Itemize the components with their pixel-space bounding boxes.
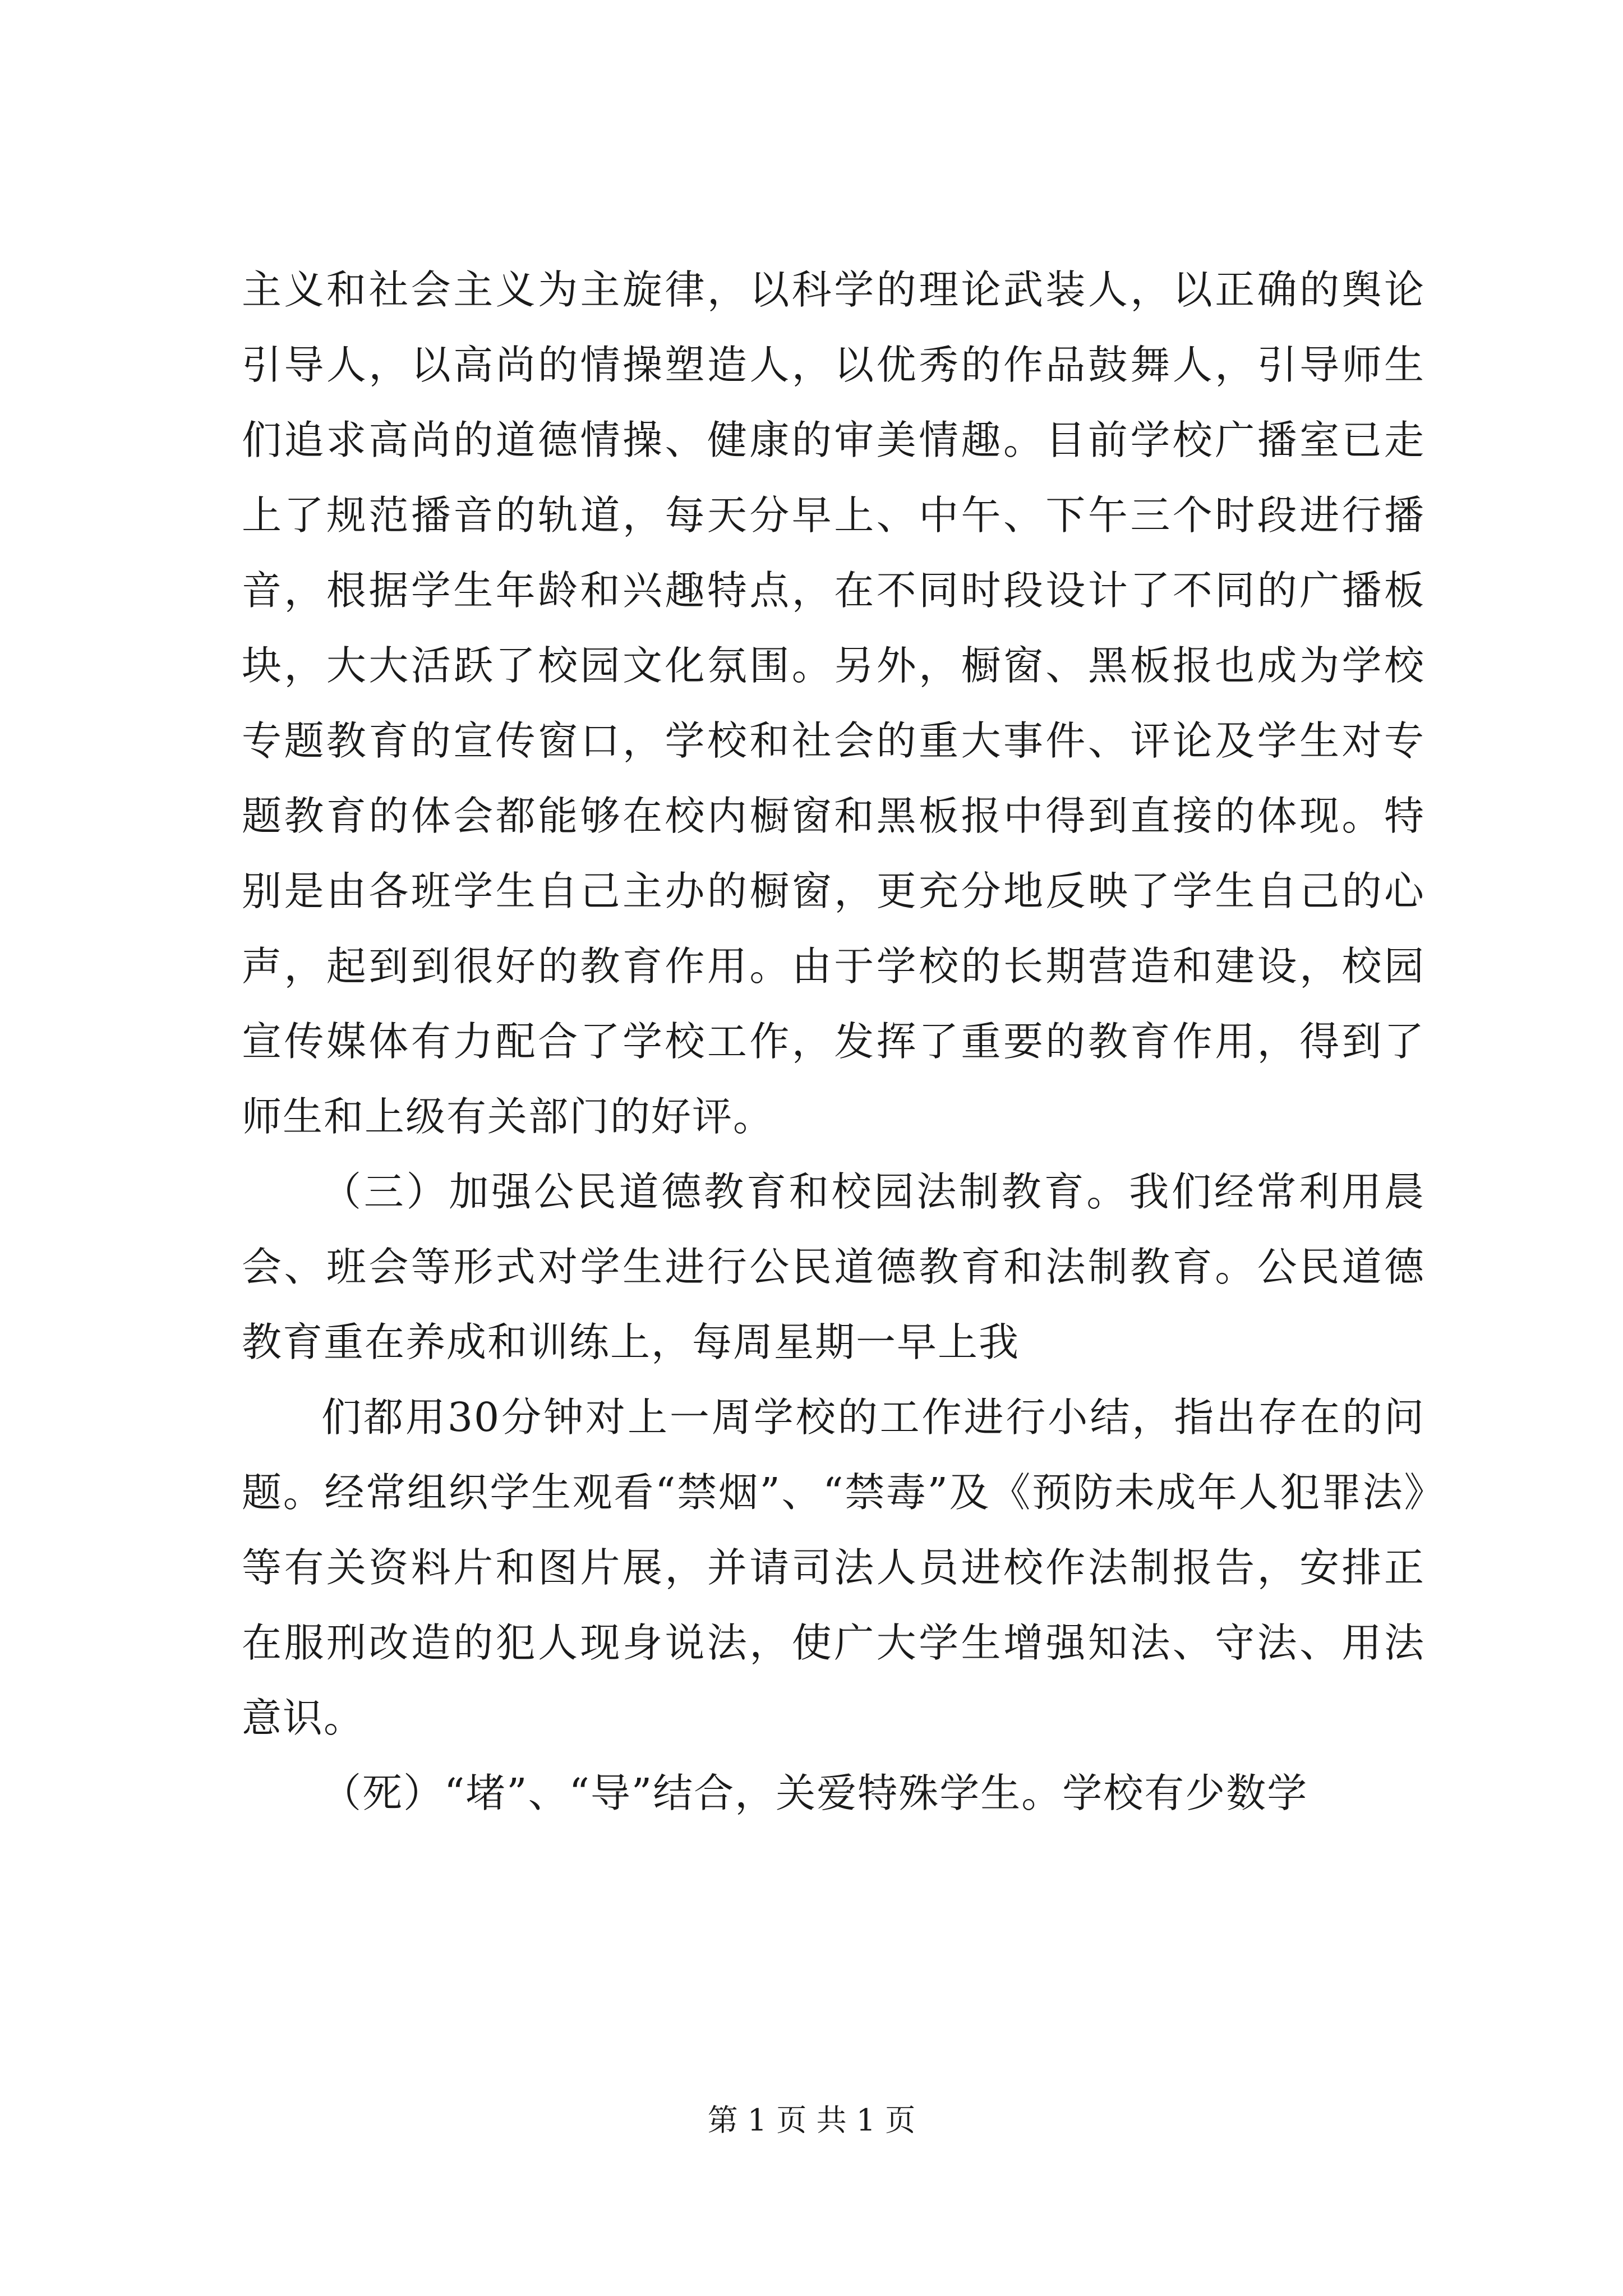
page-footer: 第 1 页 共 1 页 — [707, 2102, 916, 2138]
paragraph-special-students: （死）“堵”、“导”结合，关爱特殊学生。学校有少数学 — [321, 1770, 1308, 1816]
paragraph-media-publicity: 主义和社会主义为主旋律，以科学的理论武装人，以正确的舆论引导人，以高尚的情操塑造人，以优秀的作品鼓舞人，引导师生们追求高尚的道德情操、健康的审美情趣。目前学校广播室已走上了规范播音的轨道，每天分早上、中午、下午三个时段进行播音，根据学生年龄和兴趣特点，在不同时段设计了不同的广播板块，大大活跃了校园文化氛围。另外，橱窗、黑板报也成为学校专题教育的宣传窗口，学校和社会的重大事件、评论及学生对专题教育的体会都能够在校内橱窗和黑板报中得到直接的体现。特别是由各班学生自己主办的橱窗，更充分地反映了学生自己的心声，起到到很好的教育作用。由于学校的长期营造和建设，校园宣传媒体有力配合了学校工作，发挥了重要的教育作用，得到了师生和上级有关部门的好评。 — [242, 266, 1425, 1140]
paragraph-weekly-summary: 们都用30分钟对上一周学校的工作进行小结，指出存在的问题。经常组织学生观看“禁烟”、“禁毒”及《预防未成年人犯罪法》等有关资料片和图片展，并请司法人员进校作法制报告，安排正在服刑改造的犯人现身说法，使广大学生增强知法、守法、用法意识。 — [242, 1394, 1425, 1741]
document-body — [242, 252, 1425, 1831]
paragraph-civic-legal-education: （三）加强公民道德教育和校园法制教育。我们经常利用晨会、班会等形式对学生进行公民道德教育和法制教育。公民道德教育重在养成和训练上，每周星期一早上我 — [242, 1168, 1425, 1365]
